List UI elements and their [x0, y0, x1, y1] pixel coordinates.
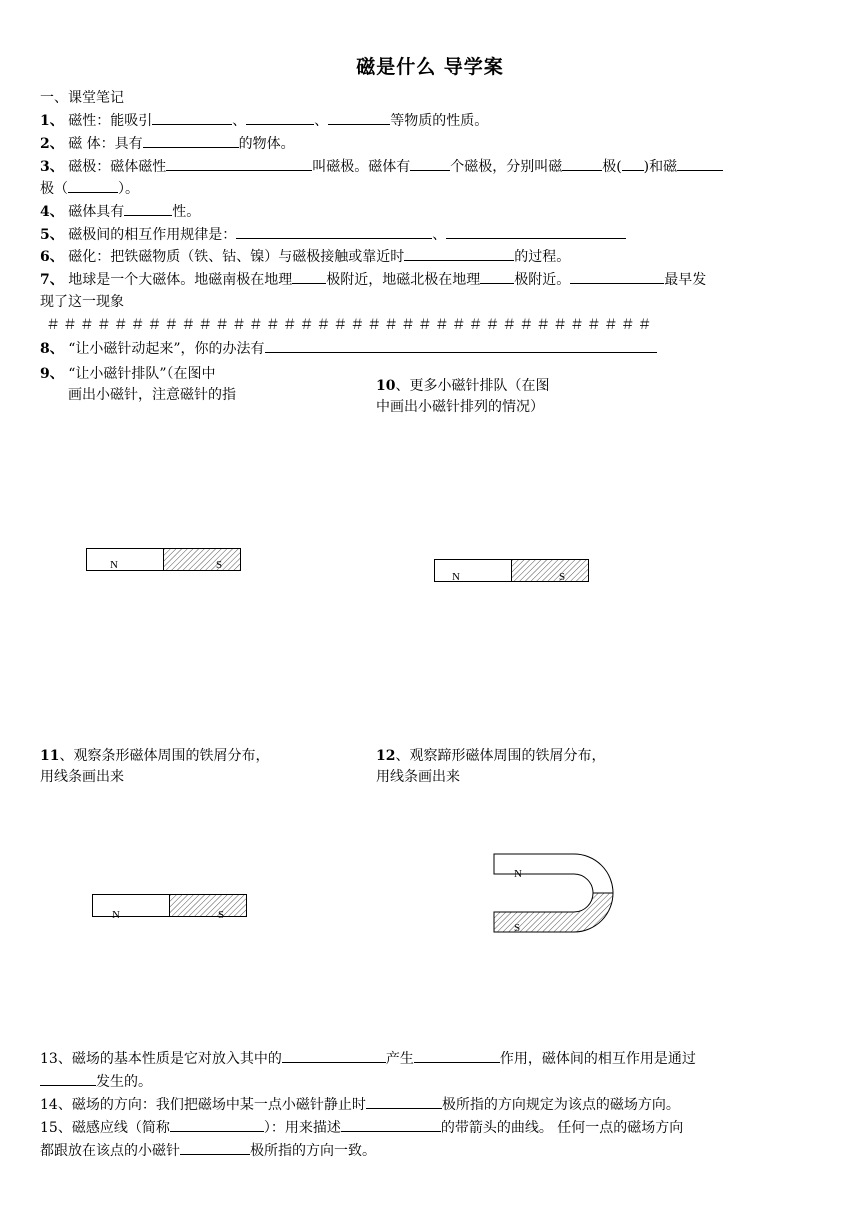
- question-11: [40, 746, 269, 788]
- question-3: [40, 156, 723, 177]
- question-text: 磁性：能吸引: [63, 113, 153, 129]
- question-text: 的带箭头的曲线。 任何一点的磁场方向: [440, 1120, 684, 1136]
- question-text: )和磁: [643, 159, 678, 175]
- answer-blank[interactable]: [246, 110, 314, 125]
- answer-blank[interactable]: [341, 1117, 441, 1132]
- question-1: [40, 110, 488, 131]
- question-text: 用线条画出来: [376, 769, 460, 785]
- answer-blank[interactable]: [292, 269, 326, 284]
- question-3-cont: [40, 178, 139, 199]
- question-text: 性。: [172, 204, 201, 220]
- answer-blank[interactable]: [180, 1140, 250, 1155]
- question-13-cont: [40, 1071, 152, 1092]
- magnet-north-half: [93, 895, 170, 917]
- answer-blank[interactable]: [562, 156, 602, 171]
- bar-magnet-figure-10[interactable]: [434, 559, 590, 583]
- question-6: [40, 246, 570, 267]
- question-text: 、更多小磁针排队（在图: [395, 378, 550, 394]
- horseshoe-magnet-figure-12[interactable]: [492, 852, 616, 936]
- question-text: 叫磁极。磁体有: [312, 159, 411, 175]
- south-pole-label: S: [216, 559, 223, 571]
- question-text: 等物质的性质。: [390, 113, 489, 129]
- question-text: 极所指的方向规定为该点的磁场方向。: [441, 1097, 680, 1113]
- answer-blank[interactable]: [265, 338, 657, 353]
- question-text: 15、磁感应线（简称: [40, 1120, 170, 1136]
- question-text: 极附近。: [514, 272, 571, 288]
- answer-blank[interactable]: [282, 1048, 386, 1063]
- question-number: 5、: [40, 227, 64, 243]
- answer-blank[interactable]: [404, 246, 514, 261]
- question-text: 极(: [602, 159, 622, 175]
- question-number: 4、: [40, 204, 64, 220]
- answer-blank[interactable]: [143, 133, 239, 148]
- north-pole-label: N: [452, 571, 460, 583]
- question-number: 3、: [40, 159, 64, 175]
- separator: 、: [314, 113, 329, 129]
- magnet-south-half: [170, 895, 247, 917]
- question-number: 11: [40, 748, 60, 764]
- question-number: 12: [376, 748, 396, 764]
- question-14: [40, 1094, 680, 1115]
- bar-magnet-figure-9[interactable]: [86, 548, 242, 572]
- north-pole-label: N: [112, 909, 120, 918]
- question-text: 最早发: [664, 272, 707, 288]
- question-text: 地球是一个大磁体。地磁南极在地理: [63, 272, 293, 288]
- question-text: 磁极间的相互作用规律是：: [63, 227, 237, 243]
- question-text: 个磁极，分别叫磁: [450, 159, 563, 175]
- section-heading: 一、课堂笔记: [40, 90, 124, 106]
- question-10: [376, 376, 549, 418]
- question-2: [40, 133, 295, 154]
- south-pole-label: S: [514, 922, 521, 934]
- question-text: 磁极：磁体磁性: [63, 159, 167, 175]
- question-text: 用线条画出来: [40, 769, 124, 785]
- hash-divider: ＃＃＃＃＃＃＃＃＃＃＃＃＃＃＃＃＃＃＃＃＃＃＃＃＃＃＃＃＃＃＃＃＃＃＃＃: [46, 317, 655, 333]
- answer-blank[interactable]: [410, 156, 450, 171]
- question-number: 6、: [40, 249, 64, 265]
- answer-blank[interactable]: [446, 224, 626, 239]
- south-pole-label: S: [559, 571, 566, 583]
- north-pole-label: N: [110, 559, 118, 571]
- answer-blank[interactable]: [170, 1117, 264, 1132]
- question-text: 中画出小磁针排列的情况）: [376, 399, 544, 415]
- magnet-north-arm: [494, 854, 613, 893]
- answer-blank[interactable]: [152, 110, 232, 125]
- question-number: 9、: [40, 366, 64, 382]
- question-12: [376, 746, 605, 788]
- answer-blank[interactable]: [236, 224, 432, 239]
- question-9: [40, 364, 236, 406]
- question-text: 极所指的方向一致。: [250, 1143, 376, 1159]
- separator: 、: [232, 113, 247, 129]
- question-text: 画出小磁针，注意磁针的指: [68, 387, 236, 403]
- question-5: [40, 224, 626, 245]
- question-text: 作用，磁体间的相互作用是通过: [499, 1051, 696, 1067]
- question-number: 1、: [40, 113, 64, 129]
- answer-blank[interactable]: [40, 1071, 96, 1086]
- question-text: 、观察蹄形磁体周围的铁屑分布，: [395, 748, 606, 764]
- answer-blank[interactable]: [124, 201, 172, 216]
- question-15-cont: [40, 1140, 376, 1161]
- answer-blank[interactable]: [414, 1048, 500, 1063]
- answer-blank[interactable]: [622, 156, 644, 171]
- question-text: 的过程。: [514, 249, 571, 265]
- question-number: 10: [376, 378, 396, 394]
- question-text: 极（: [40, 181, 68, 197]
- question-text: 发生的。: [96, 1074, 152, 1090]
- question-text: 、观察条形磁体周围的铁屑分布，: [59, 748, 270, 764]
- question-7: [40, 269, 706, 290]
- question-text: 极附近，地磁北极在地理: [326, 272, 481, 288]
- answer-blank[interactable]: [570, 269, 664, 284]
- question-text: 的物体。: [238, 136, 295, 152]
- question-7-cont: 现了这一现象: [40, 294, 124, 310]
- question-text: 磁 体：具有: [63, 136, 143, 152]
- question-text: “让小磁针动起来”，你的办法有: [63, 341, 265, 357]
- answer-blank[interactable]: [480, 269, 514, 284]
- question-number: 7、: [40, 272, 64, 288]
- magnet-south-half: [164, 549, 241, 571]
- bar-magnet-figure-11[interactable]: [92, 894, 248, 918]
- question-text: ）。: [118, 181, 139, 197]
- magnet-north-half: [87, 549, 164, 571]
- separator: 、: [432, 227, 447, 243]
- answer-blank[interactable]: [366, 1094, 442, 1109]
- answer-blank[interactable]: [677, 156, 723, 171]
- question-8: [40, 338, 657, 359]
- answer-blank[interactable]: [328, 110, 390, 125]
- question-number: 8、: [40, 341, 64, 357]
- question-text: “让小磁针排队”（在图中: [63, 366, 216, 382]
- question-text: 产生: [385, 1051, 414, 1067]
- magnet-south-half: [512, 560, 589, 582]
- south-pole-label: S: [218, 909, 225, 918]
- page-title: 磁是什么 导学案: [356, 56, 504, 78]
- question-text: 13、磁场的基本性质是它对放入其中的: [40, 1051, 282, 1067]
- question-text: 磁化：把铁磁物质（铁、钴、镍）与磁极接触或靠近时: [63, 249, 405, 265]
- question-text: 磁体具有: [63, 204, 125, 220]
- question-4: [40, 201, 200, 222]
- answer-blank[interactable]: [68, 178, 118, 193]
- question-text: 14、磁场的方向：我们把磁场中某一点小磁针静止时: [40, 1097, 366, 1113]
- question-13: [40, 1048, 696, 1069]
- question-text: ）：用来描述: [263, 1120, 341, 1136]
- answer-blank[interactable]: [166, 156, 312, 171]
- magnet-south-arm: [494, 893, 613, 932]
- question-15: [40, 1117, 683, 1138]
- question-number: 2、: [40, 136, 64, 152]
- north-pole-label: N: [514, 868, 522, 880]
- magnet-north-half: [435, 560, 512, 582]
- question-text: 都跟放在该点的小磁针: [40, 1143, 180, 1159]
